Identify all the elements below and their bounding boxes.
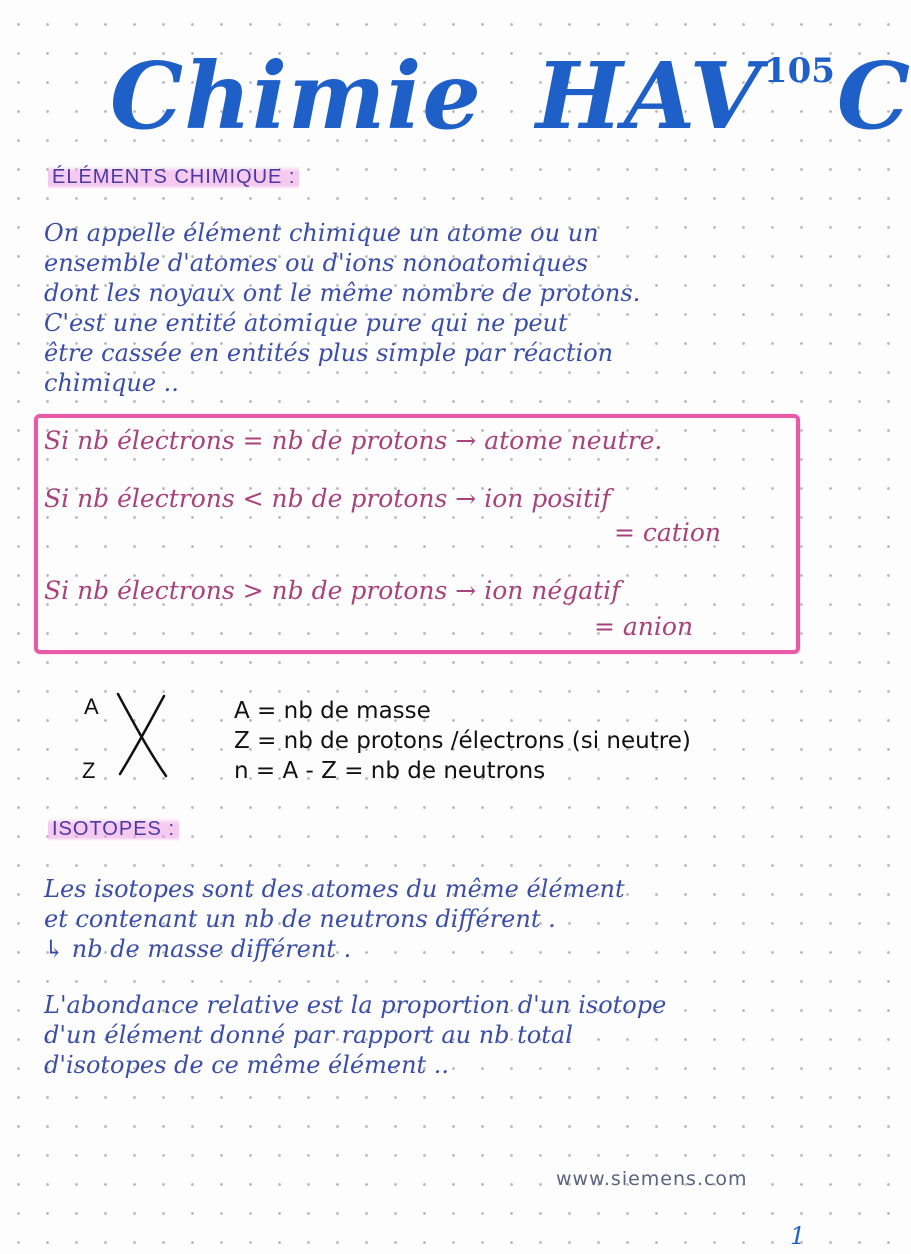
notation-definitions — [234, 696, 691, 786]
footer-url: www.siemens.com — [556, 1168, 748, 1190]
notation-atomic-letter: Z — [82, 758, 96, 783]
title-word-hav: HAV — [535, 42, 762, 150]
rule-anion-label: = anion — [594, 612, 694, 641]
definition-atomic-number: Z = nb de protons /électrons (si neutre) — [234, 728, 691, 754]
isotopes-definition-paragraph — [44, 874, 625, 964]
paragraph-line: C'est une entité atomique pure qui ne peut — [44, 309, 568, 337]
page-title — [110, 6, 911, 150]
page-number: 1 — [790, 1222, 806, 1250]
paragraph-line: chimique .. — [44, 369, 179, 397]
rule-cation-label: = cation — [614, 518, 721, 547]
paragraph-line: d'un élément donné par rapport au nb total — [44, 1021, 573, 1049]
relative-abundance-paragraph — [44, 990, 666, 1080]
paragraph-line: être cassée en entités plus simple par réaction — [44, 339, 614, 367]
notation-mass-letter: A — [84, 694, 99, 719]
rule-neutral-atom: Si nb électrons = nb de protons → atome neutre. — [44, 426, 663, 455]
paragraph-line: dont les noyaux ont le même nombre de protons. — [44, 279, 641, 307]
paragraph-line: L'abondance relative est la proportion d'un isotope — [44, 991, 667, 1019]
paragraph-line: et contenant un nb de neutrons différent . — [44, 905, 556, 933]
section-heading-elements: ÉLÉMENTS CHIMIQUE : — [48, 166, 299, 189]
section-heading-isotopes: ISOTOPES : — [48, 818, 179, 841]
paragraph-line: Les isotopes sont des atomes du même élément — [44, 875, 625, 903]
elements-definition-paragraph — [44, 218, 640, 398]
definition-neutron-number: n = A - Z = nb de neutrons — [234, 758, 546, 784]
rule-positive-ion: Si nb électrons < nb de protons → ion positif — [44, 484, 611, 513]
title-word-c: C — [836, 42, 911, 150]
definition-mass-number: A = nb de masse — [234, 698, 431, 724]
paragraph-line: ↳ nb de masse différent . — [44, 935, 352, 963]
paragraph-line: On appelle élément chimique un atome ou un — [44, 219, 599, 247]
element-symbol-cross-icon — [112, 690, 172, 780]
paragraph-line: ensemble d'atomes ou d'ions nonoatomiques — [44, 249, 589, 277]
title-word-chimie: Chimie — [110, 42, 482, 150]
paragraph-line: d'isotopes de ce même élément .. — [44, 1051, 450, 1079]
title-course-number: 105 — [763, 51, 835, 91]
rule-negative-ion: Si nb électrons > nb de protons → ion négatif — [44, 576, 621, 605]
